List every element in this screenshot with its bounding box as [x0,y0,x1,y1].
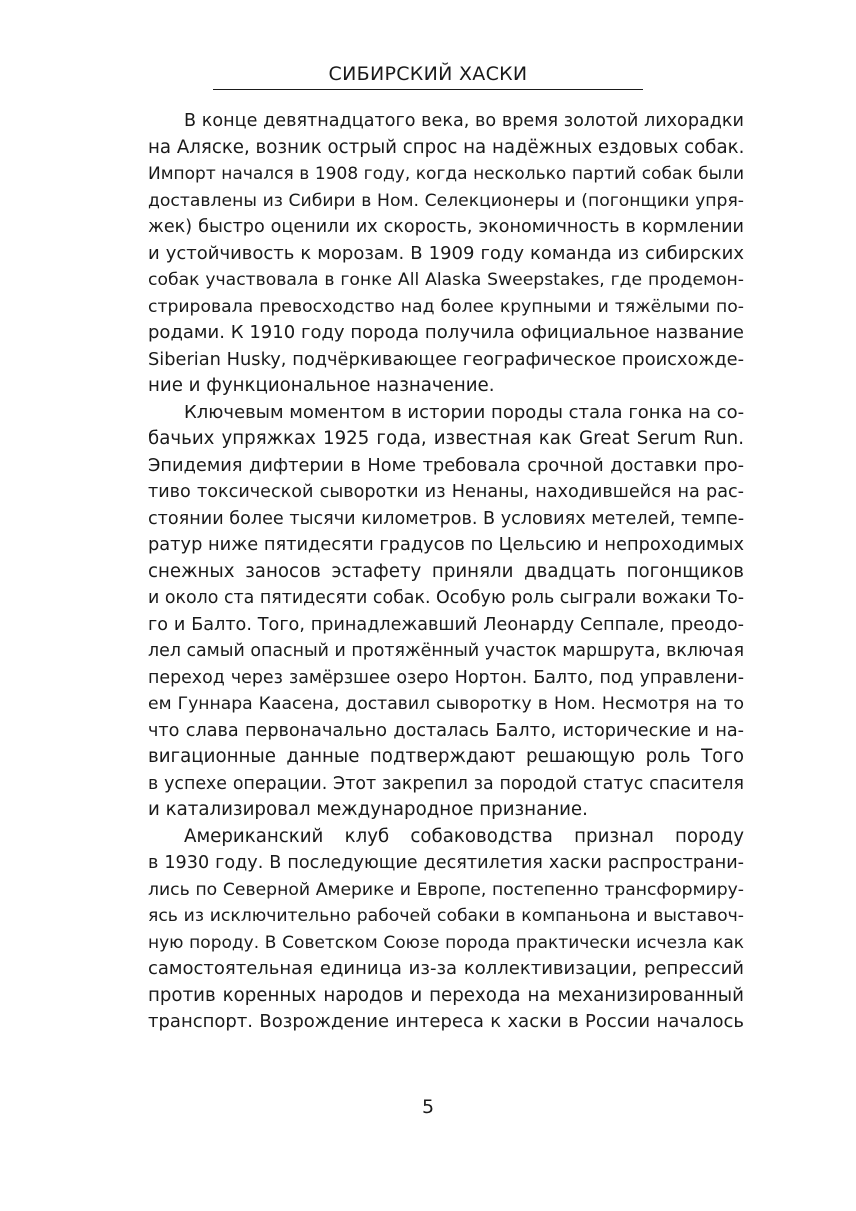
text-line: в успехе операции. Этот закрепил за породой статус спасителя [148,773,744,794]
text-line: и катализировал международное признание. [148,799,588,820]
text-line: и устойчивость к морозам. В 1909 году команда из сибирских [148,242,744,264]
paragraph [148,400,744,824]
text-line: ясь из исключительно рабочей собаки в компаньона и выставоч- [148,906,744,926]
text-line: самостоятельная единица из-за коллективизации, репрессий [148,958,744,979]
header-rule [213,89,643,90]
text-line: ную породу. В Советском Союзе порода практически исчезла как [148,932,744,953]
text-line: стоянии более тысячи километров. В условиях метелей, темпе- [148,508,745,529]
page-number: 5 [421,1096,435,1118]
text-line: вигационные данные подтверждают решающую роль Того [148,746,744,767]
text-line: Siberian Husky, подчёркивающее географическое происхожде- [148,348,744,370]
text-line: стрировала превосходство над более крупными и тяжёлыми по- [148,296,744,317]
text-line: что слава первоначально досталась Балто, исторические и на- [148,720,744,741]
text-line: и около ста пятидесяти собак. Особую роль сыграли вожаки То- [148,588,744,608]
text-line: ем Гуннара Каасена, доставил сыворотку в Ном. Несмотря на то [148,694,744,714]
text-line: В конце девятнадцатого века, во время золотой лихорадки [184,111,744,131]
text-line: Американский клуб собаководства признал породу [184,825,744,847]
text-line: бачьих упряжках 1925 года, известная как Great Serum Run. [148,428,744,449]
text-line: лись по Северной Америке и Европе, постепенно трансформиру- [148,879,744,900]
text-line: тиво токсической сыворотки из Ненаны, находившейся на рас- [148,482,744,502]
running-title: СИБИРСКИЙ ХАСКИ [328,63,528,85]
text-line: Импорт начался в 1908 году, когда несколько партий собак были [148,164,744,184]
text-line: лел самый опасный и протяжённый участок маршрута, включая [148,641,745,661]
text-line: ние и функциональное назначение. [148,375,495,396]
paragraph [148,108,744,400]
text-line: ратур ниже пятидесяти градусов по Цельсию и непроходимых [148,534,744,555]
text-line: Ключевым моментом в истории породы стала гонка на со- [184,401,745,423]
text-line: родами. К 1910 году порода получила официальное название [148,322,744,343]
text-line: Эпидемия дифтерии в Номе требовала срочной доставки про- [148,454,744,476]
text-line: против коренных народов и перехода на механизированный [148,984,744,1006]
text-line: транспорт. Возрождение интереса к хаски в России началось [148,1011,744,1032]
text-line: жек) быстро оценили их скорость, экономичность в кормлении [148,217,744,237]
text-line: собак участвовала в гонке All Alaska Sweepstakes, где продемон- [148,270,744,290]
text-line: переход через замёрзшее озеро Нортон. Балто, под управлени- [148,667,744,688]
body-text [148,108,744,1036]
text-line: в 1930 году. В последующие десятилетия хаски распространи- [148,853,744,873]
paragraph [148,824,744,1036]
text-line: го и Балто. Того, принадлежавший Леонарду Сеппале, преодо- [148,614,744,635]
text-line: снежных заносов эстафету приняли двадцать погонщиков [148,560,744,582]
text-line: доставлены из Сибири в Ном. Селекционеры и (погонщики упря- [148,190,744,211]
text-line: на Аляске, возник острый спрос на надёжных ездовых собак. [148,136,745,158]
